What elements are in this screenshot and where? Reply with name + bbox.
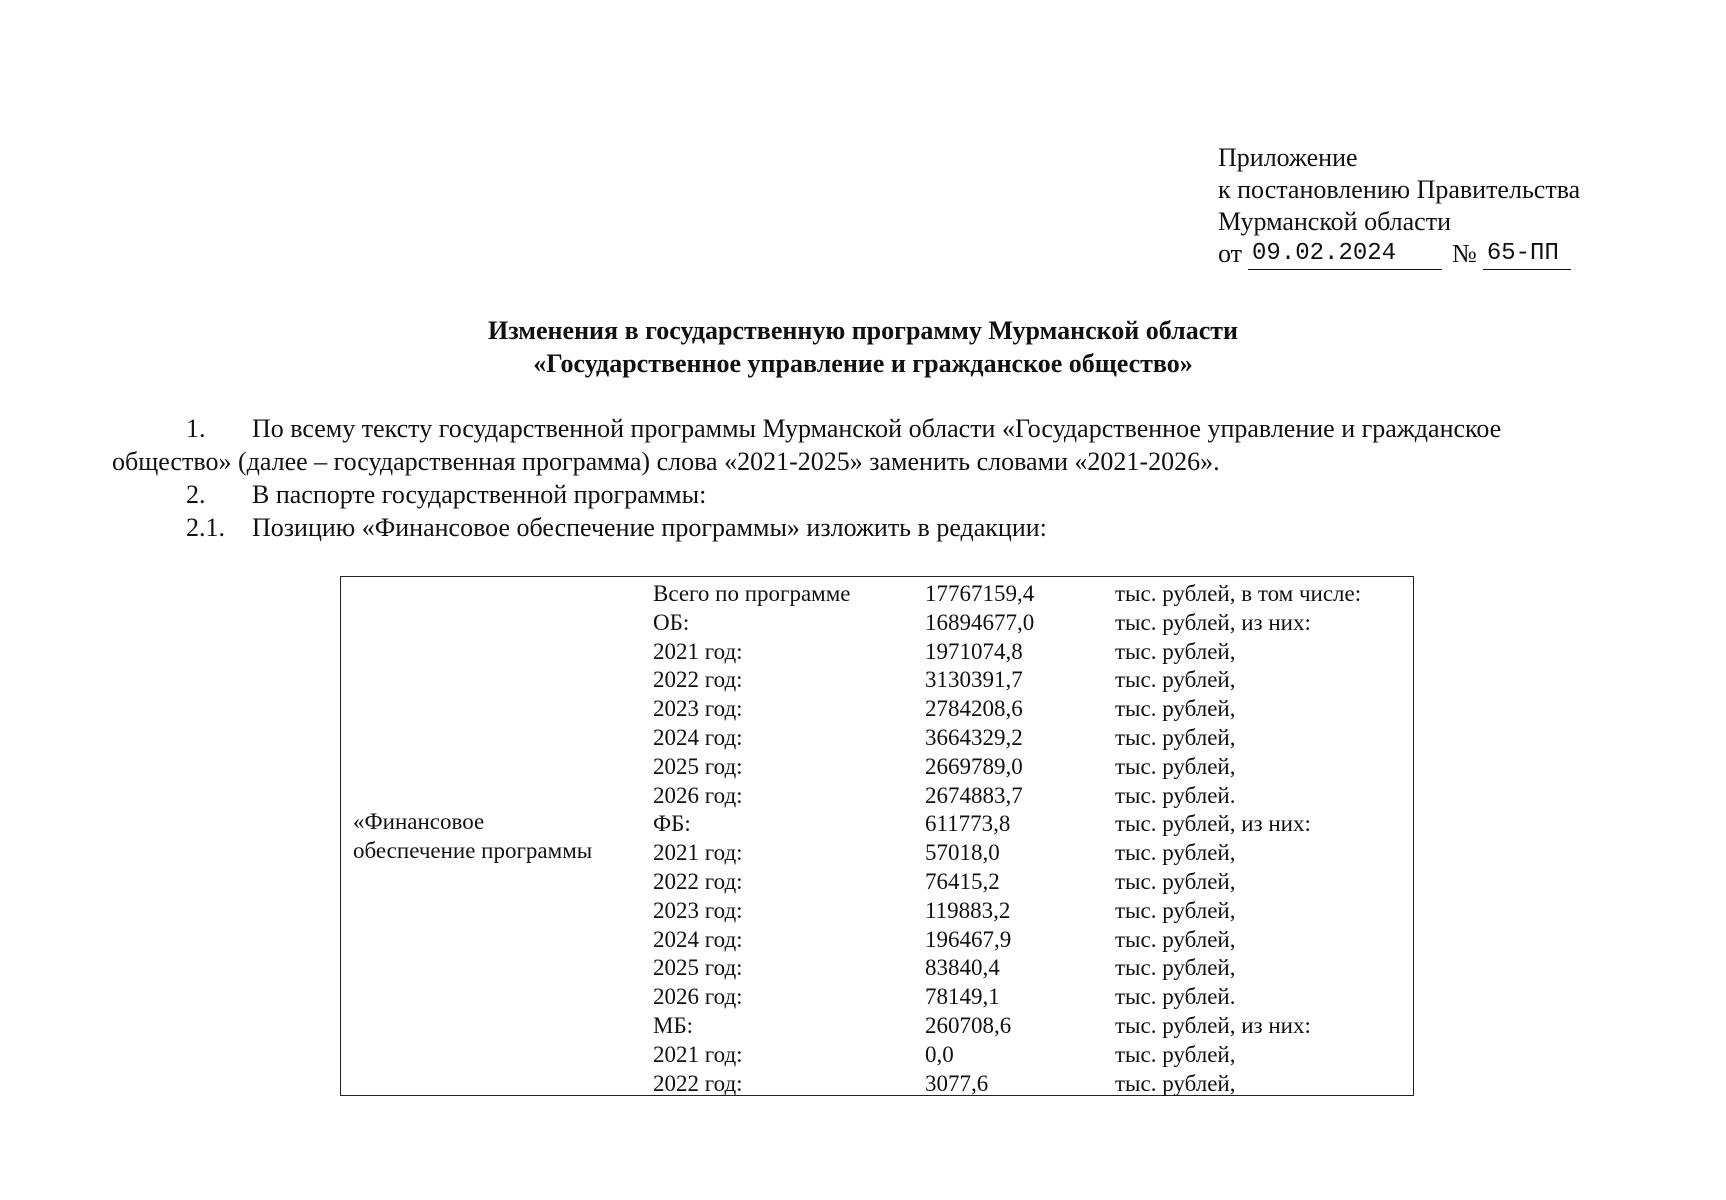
finance-row-value: 3077,6 <box>925 1070 989 1096</box>
finance-row-value: 76415,2 <box>925 868 1000 894</box>
finance-row-label: 2023 год: <box>653 897 743 923</box>
resolution-date: 09.02.2024 <box>1248 240 1442 270</box>
finance-row-unit: тыс. рублей, <box>1115 955 1236 981</box>
paragraph-2-number: 2. <box>186 480 206 509</box>
finance-row-label: 2026 год: <box>653 984 743 1010</box>
finance-row <box>653 983 1413 1012</box>
finance-row-label: Всего по программе <box>653 581 851 606</box>
finance-row-unit: тыс. рублей, <box>1115 638 1236 664</box>
finance-row-label: 2023 год: <box>653 696 743 722</box>
title-line-1: Изменения в государственную программу Мурманской области <box>488 316 1238 345</box>
finance-row-unit: тыс. рублей, <box>1115 753 1236 779</box>
finance-row-unit: тыс. рублей, <box>1115 1070 1236 1096</box>
finance-position-label <box>353 807 633 865</box>
paragraph-2-1-number: 2.1. <box>186 513 225 542</box>
finance-row <box>653 666 1413 695</box>
finance-row <box>653 638 1413 667</box>
finance-row-unit: тыс. рублей, <box>1115 926 1236 952</box>
document-title <box>0 314 1726 380</box>
finance-row <box>653 839 1413 868</box>
number-sign: № <box>1452 239 1477 268</box>
paragraph-2-1 <box>112 511 1652 544</box>
finance-row-label: ОБ: <box>653 609 690 635</box>
finance-row-label: 2021 год: <box>653 840 743 866</box>
finance-row <box>653 695 1413 724</box>
finance-row <box>653 1041 1413 1070</box>
paragraph-1 <box>112 412 1652 445</box>
finance-row-label: 2022 год: <box>653 868 743 894</box>
appendix-resolution-ref: к постановлению Правительства <box>1218 175 1581 204</box>
finance-row-unit: тыс. рублей, <box>1115 1041 1236 1067</box>
finance-row-label: 2022 год: <box>653 667 743 693</box>
finance-row-value: 83840,4 <box>925 955 1000 981</box>
finance-row-unit: тыс. рублей, в том числе: <box>1115 581 1362 606</box>
finance-row-unit: тыс. рублей, из них: <box>1115 609 1311 635</box>
finance-row-label: 2021 год: <box>653 1041 743 1067</box>
finance-row <box>653 724 1413 753</box>
title-line-2: «Государственное управление и гражданское общество» <box>533 349 1193 378</box>
finance-row-label: 2022 год: <box>653 1070 743 1096</box>
finance-row-label: 2026 год: <box>653 782 743 808</box>
appendix-region: Мурманской области <box>1218 207 1451 236</box>
finance-row-unit: тыс. рублей. <box>1115 984 1236 1010</box>
finance-row-unit: тыс. рублей. <box>1115 782 1236 808</box>
finance-row-unit: тыс. рублей, <box>1115 667 1236 693</box>
finance-row-label: 2024 год: <box>653 926 743 952</box>
appendix-title: Приложение <box>1218 143 1358 172</box>
finance-row-unit: тыс. рублей, из них: <box>1115 811 1311 837</box>
finance-row-value: 3130391,7 <box>925 667 1023 693</box>
paragraph-2-text: В паспорте государственной программы: <box>252 480 707 509</box>
finance-row-value: 3664329,2 <box>925 724 1023 750</box>
finance-row-label: МБ: <box>653 1012 694 1038</box>
finance-row-value: 2674883,7 <box>925 782 1023 808</box>
finance-row <box>653 954 1413 983</box>
paragraph-1-continuation <box>112 445 1652 478</box>
finance-row-value: 0,0 <box>925 1041 954 1067</box>
finance-row <box>653 753 1413 782</box>
finance-row-value: 57018,0 <box>925 840 1000 866</box>
finance-row-unit: тыс. рублей, из них: <box>1115 1012 1311 1038</box>
finance-row <box>653 810 1413 839</box>
finance-row-value: 2784208,6 <box>925 696 1023 722</box>
finance-label-line-1: «Финансовое <box>353 809 485 834</box>
finance-row <box>653 1070 1413 1099</box>
finance-row-label: 2025 год: <box>653 955 743 981</box>
finance-row-value: 2669789,0 <box>925 753 1023 779</box>
finance-label-line-2: обеспечение программы <box>353 838 593 863</box>
resolution-number: 65-ПП <box>1483 240 1571 270</box>
finance-row-unit: тыс. рублей, <box>1115 840 1236 866</box>
finance-row-unit: тыс. рублей, <box>1115 868 1236 894</box>
paragraph-2 <box>112 478 1652 511</box>
finance-row-unit: тыс. рублей, <box>1115 724 1236 750</box>
finance-row <box>653 580 1413 609</box>
paragraph-1-text-b: общество» (далее – государственная программа) слова «2021-2025» заменить словами «2021-2026». <box>112 447 1220 476</box>
finance-row-unit: тыс. рублей, <box>1115 897 1236 923</box>
finance-row-label: 2021 год: <box>653 638 743 664</box>
paragraph-1-text-a: По всему тексту государственной программы Мурманской области «Государственное управление и гражданское <box>252 414 1502 443</box>
finance-row-value: 260708,6 <box>925 1012 1012 1038</box>
finance-row-unit: тыс. рублей, <box>1115 696 1236 722</box>
finance-rows <box>653 580 1413 1098</box>
finance-row <box>653 782 1413 811</box>
paragraph-1-number: 1. <box>186 414 206 443</box>
finance-row-value: 17767159,4 <box>925 581 1035 606</box>
finance-row-label: 2025 год: <box>653 753 743 779</box>
finance-row-label: ФБ: <box>653 811 691 837</box>
finance-row-label: 2024 год: <box>653 724 743 750</box>
appendix-block <box>1218 142 1580 270</box>
finance-row-value: 119883,2 <box>925 897 1011 923</box>
finance-row <box>653 868 1413 897</box>
finance-row-value: 1971074,8 <box>925 638 1023 664</box>
finance-row <box>653 609 1413 638</box>
finance-row-value: 196467,9 <box>925 926 1012 952</box>
finance-row-value: 611773,8 <box>925 811 1011 837</box>
paragraph-2-1-text: Позицию «Финансовое обеспечение программы» изложить в редакции: <box>252 513 1047 542</box>
date-prefix: от <box>1218 239 1243 268</box>
finance-row <box>653 1012 1413 1041</box>
finance-row-value: 16894677,0 <box>925 609 1035 635</box>
finance-row <box>653 897 1413 926</box>
appendix-date-line <box>1218 238 1580 270</box>
finance-table <box>340 576 1414 1096</box>
document-body <box>112 412 1652 544</box>
finance-row-value: 78149,1 <box>925 984 1000 1010</box>
finance-row <box>653 926 1413 955</box>
